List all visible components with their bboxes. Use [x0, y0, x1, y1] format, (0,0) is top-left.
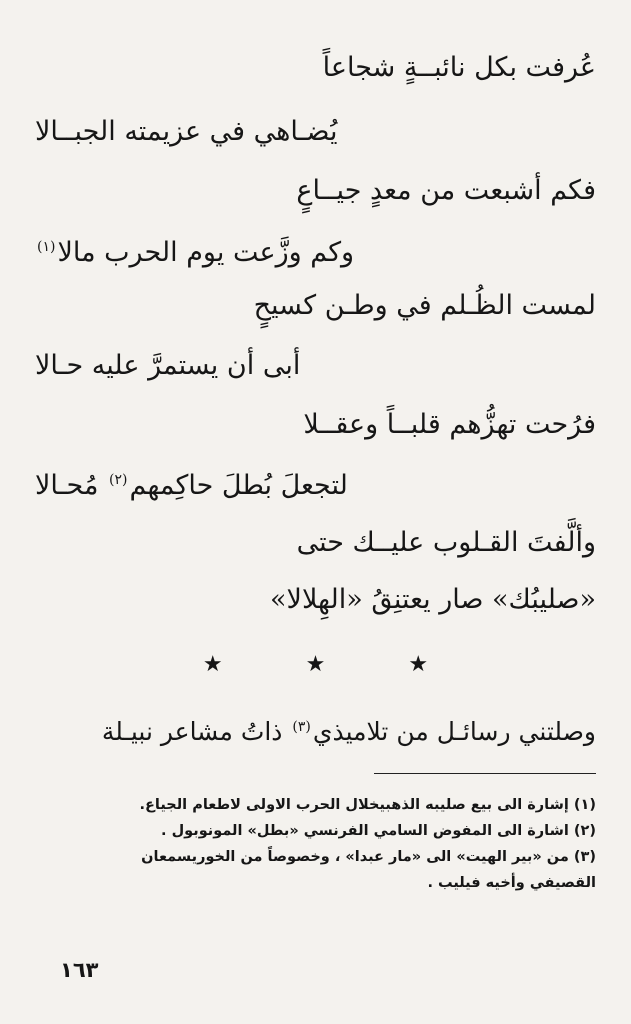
- poem-line-2: يُضـاهي في عزيمته الجبــالا: [35, 116, 338, 147]
- page-number: ١٦٣: [60, 958, 99, 982]
- footnote-3-continuation: القصيفي وأخيه فيليب .: [427, 875, 596, 891]
- footnote-marker-1: (١): [37, 239, 56, 255]
- poem-line-10: «صليبُك» صار يعتنِقُ «الهِلالا»: [270, 584, 596, 615]
- footnote-3: (٣) من «بير الهيت» الى «مار عبدا» ، وخصوصاً من الخوريسمعان: [141, 849, 596, 865]
- footnote-2: (٢) اشارة الى المفوض السامي الفرنسي «بطل» المونوبول .: [161, 823, 596, 839]
- poem-line-5: لمست الظُـلم في وطـن كسيحٍ: [253, 290, 596, 321]
- poem-line-6: أبى أن يستمرَّ عليه حـالا: [35, 350, 301, 381]
- poem-line-4-text: وكم وزَّعت يوم الحرب مالا: [57, 237, 355, 268]
- section-separator-stars: ★ ★ ★: [202, 652, 467, 677]
- poem-line-8-end: مُحـالا: [35, 470, 99, 501]
- footnote-marker-3: (٣): [292, 718, 311, 735]
- poem-line-4: [35, 233, 354, 273]
- poem-line-1: عُرفت بكل نائبــةٍ شجاعاً: [322, 52, 596, 83]
- prose-line: [102, 712, 596, 752]
- footnote-divider: [374, 773, 596, 774]
- poem-line-3: فكم أشبعت من معدٍ جيــاعٍ: [296, 175, 596, 206]
- poem-line-8: [35, 466, 348, 506]
- poem-line-7: فرُحت تهزُّهم قلبــاً وعقــلا: [303, 409, 596, 440]
- poem-line-8-text: لتجعلَ بُطلَ حاكِمهم: [129, 470, 348, 501]
- prose-text-start: وصلتني رسائـل من تلاميذي: [312, 717, 596, 746]
- footnote-marker-2: (٢): [109, 472, 128, 488]
- footnote-1: (١) إشارة الى بيع صليبه الذهبيخلال الحرب الاولى لاطعام الجياع.: [139, 797, 596, 813]
- prose-text-end: ذاتُ مشاعر نبيـلة: [101, 717, 283, 746]
- footnotes-block: [42, 792, 596, 896]
- poem-line-9: وألَّفتَ القـلوب عليــك حتى: [296, 527, 596, 558]
